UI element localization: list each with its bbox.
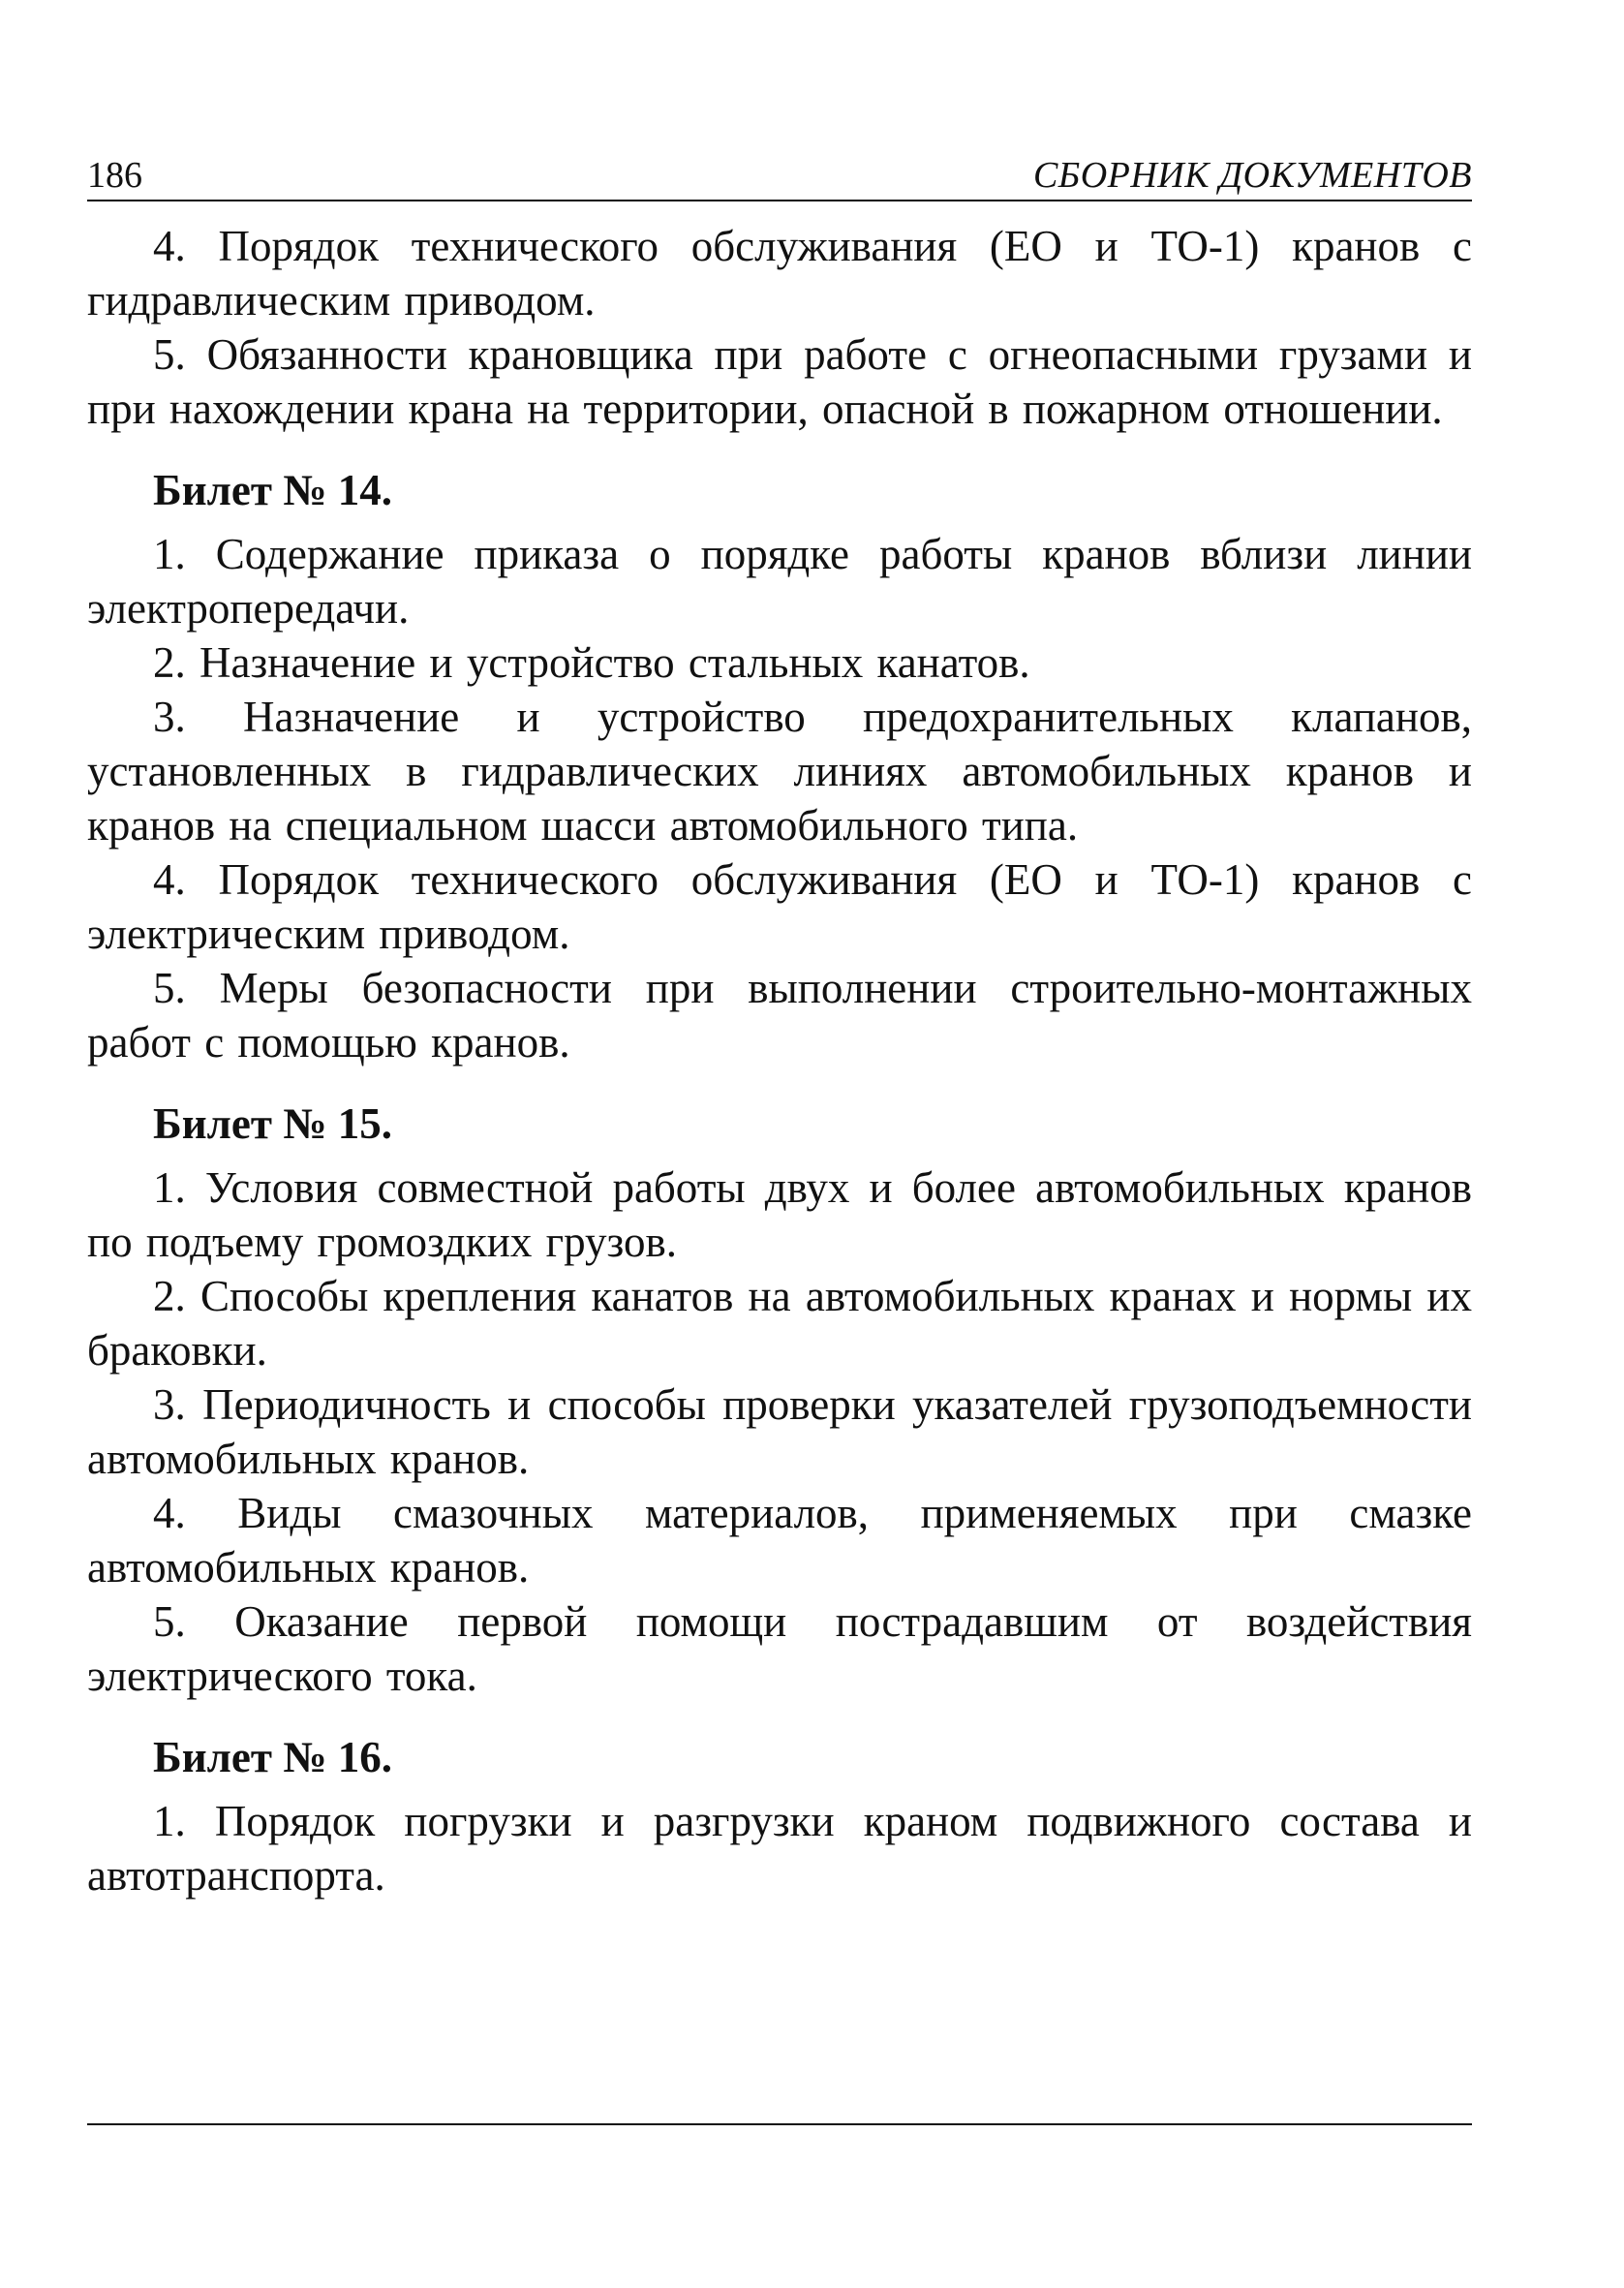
running-head <box>87 145 1472 201</box>
list-item: 5. Меры безопасности при выполнении строительно-монтажных работ с помощью кранов. <box>87 964 1472 1067</box>
list-item: 5. Оказание первой помощи пострадавшим от воздействия электрического тока. <box>87 1597 1472 1700</box>
list-item: 1. Порядок погрузки и разгрузки краном подвижного состава и автотранспорта. <box>87 1797 1472 1900</box>
list-item: 3. Назначение и устройство предохранительных клапанов, установленных в гидравлических линиях автомобильных кранов и кранов на специальном шасси автомобильного типа. <box>87 693 1472 850</box>
bottom-rule <box>87 2123 1472 2125</box>
list-item: 3. Периодичность и способы проверки указателей грузоподъемности автомобильных кранов. <box>87 1380 1472 1483</box>
ticket-heading-16: Билет № 16. <box>153 1733 392 1781</box>
ticket-heading-14: Билет № 14. <box>153 466 392 514</box>
list-item: 2. Назначение и устройство стальных канатов. <box>153 638 1030 687</box>
list-item: 5. Обязанности крановщика при работе с огнеопасными грузами и при нахождении крана на территории, опасной в пожарном отношении. <box>87 330 1472 433</box>
list-item: 4. Порядок технического обслуживания (ЕО и ТО-1) кранов с гидравлическим приводом. <box>87 222 1472 325</box>
list-item: 1. Содержание приказа о порядке работы кранов вблизи линии электропередачи. <box>87 530 1472 633</box>
list-item: 4. Порядок технического обслуживания (ЕО и ТО-1) кранов с электрическим приводом. <box>87 855 1472 958</box>
ticket-heading-15: Билет № 15. <box>153 1099 392 1148</box>
list-item: 1. Условия совместной работы двух и более автомобильных кранов по подъему громоздких грузов. <box>87 1163 1472 1266</box>
list-item: 4. Виды смазочных материалов, применяемых при смазке автомобильных кранов. <box>87 1489 1472 1592</box>
document-body <box>87 219 1472 1902</box>
page-number: 186 <box>87 155 142 196</box>
document-page <box>87 145 1472 1902</box>
list-item: 2. Способы крепления канатов на автомобильных кранах и нормы их браковки. <box>87 1272 1472 1375</box>
collection-title: СБОРНИК ДОКУМЕНТОВ <box>1032 155 1472 196</box>
